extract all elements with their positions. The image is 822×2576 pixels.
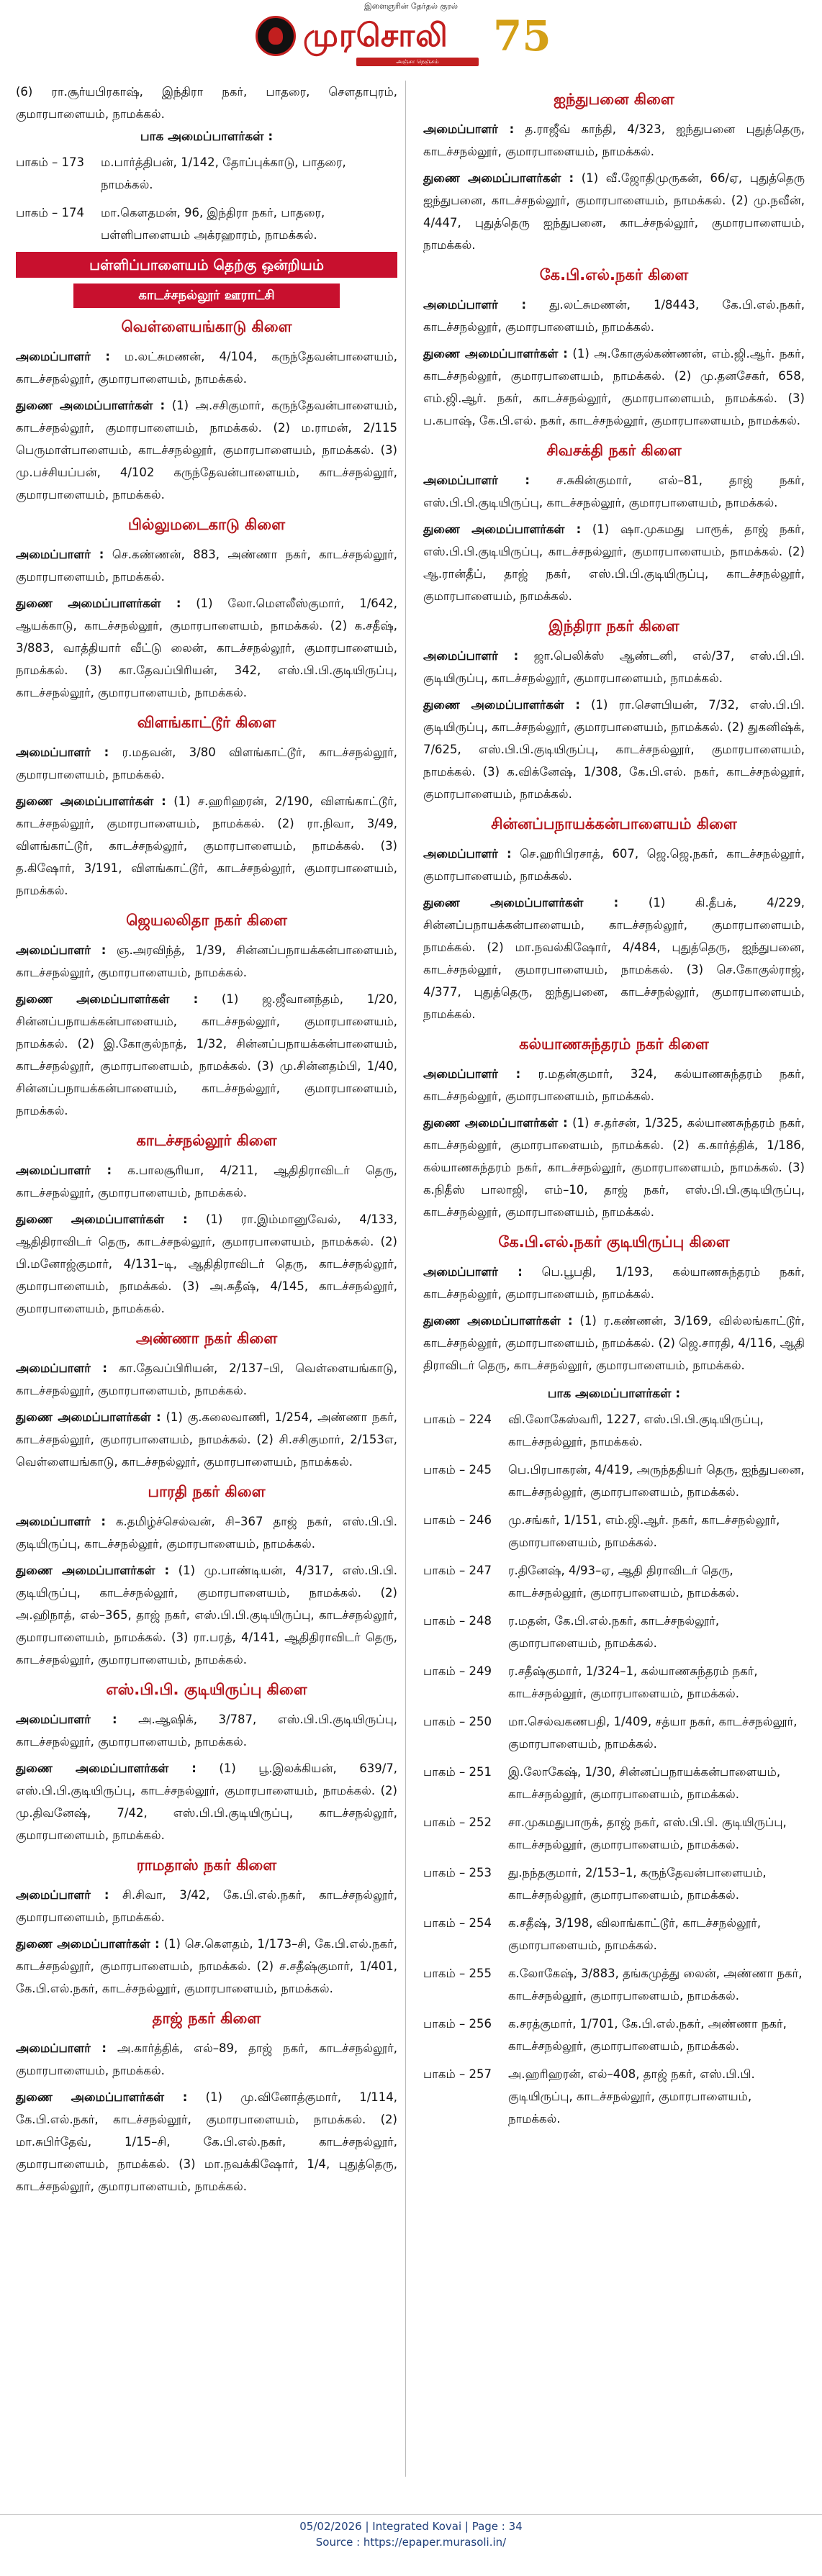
branch-organizer <box>16 1159 397 1204</box>
masthead-tagline: இளைஞரின் தேர்தல் குரல் <box>364 1 458 11</box>
deputies-details: (1) ஷா.முகமது பாரூக், தாஜ் நகர், எஸ்.பி.பி.குடியிருப்பு, காடச்சநல்லூர், குமாரபாளையம், நாமக்கல். (2) ஆ.ரான்தீப், தாஜ் நகர், எஸ்.பி.பி.குடியிருப்பு, காடச்சநல்லூர், குமாரபாளையம், நாமக்கல். <box>423 522 805 603</box>
branch-deputies <box>16 592 397 704</box>
booth-row <box>423 1660 805 1705</box>
party-seal-icon <box>256 16 296 56</box>
booth-number: பாகம் – 252 <box>423 1815 492 1829</box>
page-footer <box>0 2518 822 2550</box>
booth-row <box>423 1509 805 1554</box>
booth-number: பாகம் – 251 <box>423 1765 492 1779</box>
deputies-details: (1) ஜ.ஜீவானந்தம், 1/20, சின்னப்பநாயக்கன்பாளையம், காடச்சநல்லூர், குமாரபாளையம், நாமக்கல். (2) இ.கோகுல்நாத், 1/32, சின்னப்பநாயக்கன்பாளையம், காடச்சநல்லூர், குமாரபாளையம், நாமக்கல். (3) மு.சின்னதம்பி, 1/40, சின்னப்பநாயக்கன்பாளையம், காடச்சநல்லூர், குமாரபாளையம், நாமக்கல். <box>16 992 398 1117</box>
intro-text: (6) ரா.சூர்யபிரகாஷ், இந்திரா நகர், பாதரை, சௌதாபுரம், குமாரபாளையம், நாமக்கல். <box>16 85 397 121</box>
branch-organizer <box>16 543 397 588</box>
branch-list <box>423 88 805 1377</box>
branch-title: கல்யாணசுந்தரம் நகர் கிளை <box>519 1035 709 1053</box>
booth-number: பாகம் – 247 <box>423 1564 492 1577</box>
booth-details: மா.செல்வகணபதி, 1/409, சத்யா நகர், காடச்சநல்லூர், குமாரபாளையம், நாமக்கல். <box>508 1715 798 1751</box>
booth-details: க.சதீஷ், 3/198, விலாங்காட்டூர், காடச்சநல்லூர், குமாரபாளையம், நாமக்கல். <box>508 1916 762 1952</box>
right-column <box>423 81 805 2136</box>
branch-title: வெள்ளையங்காடு கிளை <box>121 318 292 335</box>
booth-list <box>16 151 397 246</box>
deputies-details: (1) ச.தர்சன், 1/325, கல்யாணசுந்தரம் நகர், காடச்சநல்லூர், குமாரபாளையம், நாமக்கல். (2) க.கார்த்திக், 1/186, கல்யாணசுந்தரம் நகர், காடச்சநல்லூர், குமாரபாளையம், நாமக்கல். (3) க.நிதீஸ் பாலாஜி, எம்–10, தாஜ் நகர், எஸ்.பி.பி.குடியிருப்பு, காடச்சநல்லூர், குமாரபாளையம், நாமக்கல். <box>423 1116 805 1219</box>
deputies-details: (1) ரா.இம்மானுவேல், 4/133, ஆதிதிராவிடர் தெரு, காடச்சநல்லூர், குமாரபாளையம், நாமக்கல். (2) பி.மனோஜ்குமார், 4/131–டி, ஆதிதிராவிடர் தெரு, காடச்சநல்லூர், குமாரபாளையம், நாமக்கல். (3) அ.சுதீஷ், 4/145, காடச்சநல்லூர், குமாரபாளையம், நாமக்கல். <box>16 1212 397 1315</box>
branch-title: பில்லுமடைகாடு கிளை <box>127 516 286 533</box>
organizer-details: அ.கார்த்திக், எல்–89, தாஜ் நகர், காடச்சநல்லூர், குமாரபாளையம், நாமக்கல். <box>16 2041 397 2077</box>
branch-deputies <box>423 892 805 1025</box>
branch-deputies <box>423 518 805 607</box>
branch-organizer <box>423 118 805 163</box>
branch-deputies <box>423 694 805 805</box>
column-divider <box>405 81 406 2477</box>
booth-row <box>16 201 397 246</box>
organizer-label: அமைப்பாளர் : <box>423 473 530 487</box>
ooratchi-banner: காடச்சநல்லூர் ஊராட்சி <box>73 284 340 308</box>
branch-organizer <box>423 469 805 514</box>
booth-details: சா.முகமதுபாருக், தாஜ் நகர், எஸ்.பி.பி. குடியிருப்பு, காடச்சநல்லூர், குமாரபாளையம், நாமக்கல். <box>508 1815 787 1851</box>
branch-organizer <box>16 1884 397 1928</box>
organizer-label: அமைப்பாளர் : <box>423 122 515 136</box>
branch-title: காடச்சநல்லூர் கிளை <box>136 1132 277 1149</box>
branch-deputies <box>16 1406 397 1473</box>
deputies-details: (1) அ.சசிகுமார், கருந்தேவன்பாளையம், காடச்சநல்லூர், குமாரபாளையம், நாமக்கல். (2) ம.ராமன், 2/115 பெருமாள்பாளையம், காடச்சநல்லூர், குமாரபாளையம், நாமக்கல். (3) மு.பச்சியப்பன், 4/102 கருந்தேவன்பாளையம், காடச்சநல்லூர், குமாரபாளையம், நாமக்கல். <box>16 399 397 502</box>
branch-deputies <box>423 1112 805 1223</box>
branch-deputies <box>423 167 805 256</box>
branch-organizer <box>423 294 805 338</box>
booth-details: இ.லோகேஷ், 1/30, சின்னப்பநாயக்கன்பாளையம், காடச்சநல்லூர், குமாரபாளையம், நாமக்கல். <box>508 1765 781 1801</box>
deputies-details: (1) ர.கண்ணன், 3/169, வில்லங்காட்டூர், காடச்சநல்லூர், குமாரபாளையம், நாமக்கல். (2) ஜெ.சாரதி, 4/116, ஆதி திராவிடர் தெரு, காடச்சநல்லூர், குமாரபாளையம், நாமக்கல். <box>423 1314 805 1372</box>
deputies-label: துணை அமைப்பாளர்கள் : <box>16 1212 188 1226</box>
deputies-label: துணை அமைப்பாளர்கள் : <box>423 347 568 360</box>
branch-deputies <box>16 790 397 902</box>
deputies-details: (1) பூ.இலக்கியன், 639/7, எஸ்.பி.பி.குடியிருப்பு, காடச்சநல்லூர், குமாரபாளையம், நாமக்கல். (2) மு.திவனேஷ், 7/42, எஸ்.பி.பி.குடியிருப்பு, காடச்சநல்லூர், குமாரபாளையம், நாமக்கல். <box>16 1761 397 1842</box>
booth-row <box>423 1408 805 1453</box>
booth-number: பாகம் – 174 <box>16 206 84 219</box>
logo-text: முரசொலி <box>303 17 448 54</box>
organizer-label: அமைப்பாளர் : <box>16 1713 117 1726</box>
branch-organizer <box>16 345 397 390</box>
booth-row <box>423 1610 805 1654</box>
booth-details: வி.லோகேஸ்வரி, 1227, எஸ்.பி.பி.குடியிருப்பு, காடச்சநல்லூர், நாமக்கல். <box>508 1412 764 1448</box>
branch-title: ஜெயலலிதா நகர் கிளை <box>126 912 287 929</box>
booth-number: பாகம் – 253 <box>423 1866 492 1879</box>
booth-details: து.நந்தகுமார், 2/153–1, கருந்தேவன்பாளையம், காடச்சநல்லூர், குமாரபாளையம், நாமக்கல். <box>508 1866 767 1902</box>
branch-deputies <box>16 2086 397 2198</box>
deputies-label: துணை அமைப்பாளர்கள் : <box>423 522 582 536</box>
deputies-label: துணை அமைப்பாளர்கள் : <box>16 1937 160 1951</box>
branch-organizer <box>423 843 805 887</box>
branch-deputies <box>16 394 397 506</box>
booth-heading: பாக அமைப்பாளர்கள் : <box>547 1387 681 1401</box>
booth-row <box>423 1710 805 1755</box>
branch-deputies <box>423 343 805 432</box>
booth-number: பாகம் – 256 <box>423 2017 492 2031</box>
booth-number: பாகம் – 246 <box>423 1513 492 1527</box>
booth-number: பாகம் – 250 <box>423 1715 492 1728</box>
deputies-details: (1) வீ.ஜோதிமுருகன், 66/ஏ, புதுத்தெரு ஐந்துபனை, காடச்சநல்லூர், குமாரபாளையம், நாமக்கல். (2) மு.நவீன், 4/447, புதுத்தெரு ஐந்துபனை, காடச்சநல்லூர், குமாரபாளையம், நாமக்கல். <box>423 171 805 252</box>
branch-title: கே.பி.எல்.நகர் கிளை <box>539 266 689 284</box>
branch-title: விளங்காட்டூர் கிளை <box>137 714 276 731</box>
booth-details: மு.சங்கர், 1/151, எம்.ஜி.ஆர். நகர், காடச்சநல்லூர், குமாரபாளையம், நாமக்கல். <box>508 1513 780 1549</box>
booth-number: பாகம் – 254 <box>423 1916 492 1930</box>
booth-row <box>423 1459 805 1503</box>
organizer-label: அமைப்பாளர் : <box>16 548 104 561</box>
branch-organizer <box>423 1261 805 1305</box>
branch-deputies <box>16 988 397 1122</box>
deputies-label: துணை அமைப்பாளர்கள் : <box>423 698 580 712</box>
booth-number: பாகம் – 248 <box>423 1614 492 1628</box>
branch-organizer <box>16 741 397 786</box>
logo-subtitle: அஞ்சா நெஞ்சம் <box>356 58 479 66</box>
deputies-label: துணை அமைப்பாளர்கள் : <box>16 1564 170 1577</box>
left-column <box>16 81 397 2202</box>
booth-details: மா.கௌதமன், 96, இந்திரா நகர், பாதரை, பள்ளிபாளையம் அக்ரஹாரம், நாமக்கல். <box>101 206 325 242</box>
deputies-label: துணை அமைப்பாளர்கள் : <box>16 2090 188 2104</box>
anniversary-badge: 75 <box>493 12 551 60</box>
organizer-label: அமைப்பாளர் : <box>16 1164 112 1177</box>
organizer-details: ஞ.அரவிந்த், 1/39, சின்னப்பநாயக்கன்பாளையம், காடச்சநல்லூர், குமாரபாளையம், நாமக்கல். <box>16 943 397 979</box>
organizer-label: அமைப்பாளர் : <box>16 350 110 363</box>
booth-row <box>423 1962 805 2007</box>
branch-title: கே.பி.எல்.நகர் குடியிருப்பு கிளை <box>498 1233 730 1251</box>
organizer-details: அ.ஆஷிக், 3/787, எஸ்.பி.பி.குடியிருப்பு, காடச்சநல்லூர், குமாரபாளையம், நாமக்கல். <box>16 1713 397 1749</box>
booth-row <box>423 1559 805 1604</box>
organizer-label: அமைப்பாளர் : <box>16 943 107 957</box>
organizer-label: அமைப்பாளர் : <box>16 1515 106 1528</box>
booth-row <box>423 2013 805 2057</box>
booth-details: ர.சதீஷ்குமார், 1/324–1, கல்யாணசுந்தரம் நகர், காடச்சநல்லூர், குமாரபாளையம், நாமக்கல். <box>508 1664 758 1700</box>
booth-row <box>423 2063 805 2130</box>
booth-number: பாகம் – 257 <box>423 2067 492 2081</box>
deputies-label: துணை அமைப்பாளர்கள் : <box>16 794 166 808</box>
organizer-details: ம.லட்சுமணன், 4/104, கருந்தேவன்பாளையம், காடச்சநல்லூர், குமாரபாளையம், நாமக்கல். <box>16 350 397 386</box>
deputies-label: துணை அமைப்பாளர்கள் : <box>423 171 574 185</box>
deputies-label: துணை அமைப்பாளர்கள் : <box>16 597 181 610</box>
organizer-details: செ.கண்ணன், 883, அண்ணா நகர், காடச்சநல்லூர், குமாரபாளையம், நாமக்கல். <box>16 548 398 584</box>
booth-details: க.லோகேஷ், 3/883, தங்கமுத்து லைன், அண்ணா நகர், காடச்சநல்லூர், குமாரபாளையம், நாமக்கல். <box>508 1967 803 2003</box>
deputies-details: (1) கு.கலைவாணி, 1/254, அண்ணா நகர், காடச்சநல்லூர், குமாரபாளையம், நாமக்கல். (2) சி.சசிகுமார், 2/153எ, வெள்ளையங்காடு, காடச்சநல்லூர், குமாரபாளையம், நாமக்கல். <box>16 1410 397 1469</box>
deputies-details: (1) ச.ஹரிஹரன், 2/190, விளங்காட்டூர், காடச்சநல்லூர், குமாரபாளையம், நாமக்கல். (2) ரா.நிவா, 3/49, விளங்காட்டூர், காடச்சநல்லூர், குமாரபாளையம், நாமக்கல். (3) த.கிஷோர், 3/191, விளங்காட்டூர், காடச்சநல்லூர், குமாரபாளையம், நாமக்கல். <box>16 794 397 897</box>
deputies-label: துணை அமைப்பாளர்கள் : <box>16 992 199 1006</box>
booth-details: அ.ஹரிஹரன், எல்–408, தாஜ் நகர், எஸ்.பி.பி. குடியிருப்பு, காடச்சநல்லூர், குமாரபாளையம், நாமக்கல். <box>508 2067 755 2126</box>
organizer-label: அமைப்பாளர் : <box>16 745 109 759</box>
organizer-label: அமைப்பாளர் : <box>423 649 519 663</box>
booth-details: க.சரத்குமார், 1/701, கே.பி.எல்.நகர், அண்ணா நகர், காடச்சநல்லூர், குமாரபாளையம், நாமக்கல். <box>508 2017 787 2053</box>
deputies-label: துணை அமைப்பாளர்கள் : <box>16 1410 161 1424</box>
deputies-label: துணை அமைப்பாளர்கள் : <box>423 1314 573 1328</box>
footer-source-link[interactable]: Source : https://epaper.murasoli.in/ <box>315 2536 507 2549</box>
organizer-details: க.பாலசூரியா, 4/211, ஆதிதிராவிடர் தெரு, காடச்சநல்லூர், குமாரபாளையம், நாமக்கல். <box>16 1164 397 1199</box>
branch-organizer <box>16 2037 397 2082</box>
booth-row <box>423 1861 805 1906</box>
deputies-label: துணை அமைப்பாளர்கள் : <box>423 1116 568 1130</box>
organizer-details: ச.சுகின்குமார், எல்–81, தாஜ் நகர், எஸ்.பி.பி.குடியிருப்பு, காடச்சநல்லூர், குமாரபாளையம், நாமக்கல். <box>423 473 805 509</box>
booth-number: பாகம் – 224 <box>423 1412 492 1426</box>
booth-details: ர.தினேஷ், 4/93–ஏ, ஆதி திராவிடர் தெரு, காடச்சநல்லூர், குமாரபாளையம், நாமக்கல். <box>508 1564 740 1600</box>
deputies-details: (1) லோ.மெளலீஸ்குமார், 1/642, ஆயக்காடு, காடச்சநல்லூர், குமாரபாளையம், நாமக்கல். (2) க.சதீஷ், 3/883, வாத்தியார் வீட்டு லைன், காடச்சநல்லூர், குமாரபாளையம், நாமக்கல். (3) கா.தேவப்பிரியன், 342, எஸ்.பி.பி.குடியிருப்பு, காடச்சநல்லூர், குமாரபாளையம், நாமக்கல். <box>16 597 397 699</box>
branch-deputies <box>16 1757 397 1846</box>
branch-organizer <box>16 1357 397 1402</box>
organizer-details: சி.சிவா, 3/42, கே.பி.எல்.நகர், காடச்சநல்லூர், குமாரபாளையம், நாமக்கல். <box>16 1888 398 1924</box>
masthead <box>0 0 822 72</box>
footer-rule <box>0 2514 822 2515</box>
booth-list <box>423 1408 805 2130</box>
branch-title: ராமதாஸ் நகர் கிளை <box>136 1856 277 1874</box>
deputies-details: (1) மு.பாண்டியன், 4/317, எஸ்.பி.பி. குடியிருப்பு, காடச்சநல்லூர், குமாரபாளையம், நாமக்கல். (2) அ.ஹிநாத், எல்–365, தாஜ் நகர், எஸ்.பி.பி.குடியிருப்பு, காடச்சநல்லூர், குமாரபாளையம், நாமக்கல். (3) ரா.பரத், 4/141, ஆதிதிராவிடர் தெரு, காடச்சநல்லூர், குமாரபாளையம், நாமக்கல். <box>16 1564 397 1666</box>
branch-organizer <box>16 939 397 984</box>
organizer-details: து.லட்சுமணன், 1/8443, கே.பி.எல்.நகர், காடச்சநல்லூர், குமாரபாளையம், நாமக்கல். <box>423 298 805 334</box>
organizer-details: செ.ஹரிபிரசாத், 607, ஜெ.ஜெ.நகர், காடச்சநல்லூர், குமாரபாளையம், நாமக்கல். <box>423 847 805 883</box>
deputies-label: துணை அமைப்பாளர்கள் : <box>423 896 619 910</box>
branch-organizer <box>423 1063 805 1107</box>
branch-list <box>16 315 397 2198</box>
deputies-details: (1) மு.வினோத்குமார், 1/114, கே.பி.எல்.நகர், காடச்சநல்லூர், குமாரபாளையம், நாமக்கல். (2) மா.சுபிர்தேவ், 1/15–சி, கே.பி.எல்.நகர், காடச்சநல்லூர், குமாரபாளையம், நாமக்கல். (3) மா.நவக்கிஷோர், 1/4, புதுத்தெரு, காடச்சநல்லூர், குமாரபாளையம், நாமக்கல். <box>16 2090 397 2193</box>
union-banner: பள்ளிப்பாளையம் தெற்கு ஒன்றியம் <box>16 252 397 278</box>
booth-number: பாகம் – 249 <box>423 1664 492 1678</box>
deputies-details: (1) ரா.செளபியன், 7/32, எஸ்.பி.பி. குடியிருப்பு, காடச்சநல்லூர், குமாரபாளையம், நாமக்கல். (2) துகனிஷ்க், 7/625, எஸ்.பி.பி.குடியிருப்பு, காடச்சநல்லூர், குமாரபாளையம், நாமக்கல். (3) க.விக்னேஷ், 1/308, கே.பி.எல். நகர், காடச்சநல்லூர், குமாரபாளையம், நாமக்கல். <box>423 698 805 801</box>
booth-number: பாகம் – 173 <box>16 155 84 169</box>
organizer-label: அமைப்பாளர் : <box>423 847 512 861</box>
organizer-label: அமைப்பாளர் : <box>16 1888 109 1902</box>
deputies-details: (1) அ.கோகுல்கண்ணன், எம்.ஜி.ஆர். நகர், காடச்சநல்லூர், குமாரபாளையம், நாமக்கல். (2) மு.தனசேகர், 658, எம்.ஜி.ஆர். நகர், காடச்சநல்லூர், குமாரபாளையம், நாமக்கல். (3) ப.கபாஷ், கே.பி.எல். நகர், காடச்சநல்லூர், குமாரபாளையம், நாமக்கல். <box>423 347 805 427</box>
branch-title: அண்ணா நகர் கிளை <box>135 1330 278 1347</box>
booth-number: பாகம் – 245 <box>423 1463 492 1477</box>
booth-row <box>16 151 397 196</box>
deputies-details: (1) செ.கௌதம், 1/173–சி, கே.பி.எல்.நகர், காடச்சநல்லூர், குமாரபாளையம், நாமக்கல். (2) ச.சதீஷ்குமார், 1/401, கே.பி.எல்.நகர், காடச்சநல்லூர், குமாரபாளையம், நாமக்கல். <box>16 1937 398 1995</box>
booth-details: பெ.பிரபாகரன், 4/419, அருந்ததியர் தெரு, ஐந்துபனை, காடச்சநல்லூர், குமாரபாளையம், நாமக்கல். <box>508 1463 805 1499</box>
branch-deputies <box>16 1933 397 2000</box>
booth-row <box>423 1912 805 1956</box>
deputies-label: துணை அமைப்பாளர்கள் : <box>16 1761 197 1775</box>
deputies-details: (1) கி.தீபக், 4/229, சின்னப்பநாயக்கன்பாளையம், காடச்சநல்லூர், குமாரபாளையம், நாமக்கல். (2) மா.நவல்கிஷோர், 4/484, புதுத்தெரு, ஐந்துபனை, காடச்சநல்லூர், குமாரபாளையம், நாமக்கல். (3) செ.கோகுல்ராஜ், 4/377, புதுத்தெரு, ஐந்துபனை, காடச்சநல்லூர், குமாரபாளையம், நாமக்கல். <box>423 896 805 1021</box>
organizer-label: அமைப்பாளர் : <box>423 298 527 312</box>
newspaper-logo <box>256 13 565 68</box>
organizer-details: ர.மதவன், 3/80 விளங்காட்டூர், காடச்சநல்லூர், குமாரபாளையம், நாமக்கல். <box>16 745 398 781</box>
organizer-details: கா.தேவப்பிரியன், 2/137–பி, வெள்ளையங்காடு, காடச்சநல்லூர், குமாரபாளையம், நாமக்கல். <box>16 1361 397 1397</box>
branch-title: எஸ்.பி.பி. குடியிருப்பு கிளை <box>106 1681 307 1698</box>
branch-deputies <box>16 1559 397 1671</box>
organizer-details: பெ.பூபதி, 1/193, கல்யாணசுந்தரம் நகர், காடச்சநல்லூர், குமாரபாளையம், நாமக்கல். <box>423 1265 805 1301</box>
organizer-details: த.ராஜீவ் காந்தி, 4/323, ஐந்துபனை புதுத்தெரு, காடச்சநல்லூர், குமாரபாளையம், நாமக்கல். <box>423 122 805 158</box>
branch-organizer <box>16 1708 397 1753</box>
booth-details: ம.பார்த்திபன், 1/142, தோப்புக்காடு, பாதரை, நாமக்கல். <box>101 155 346 191</box>
branch-title: பாரதி நகர் கிளை <box>148 1483 266 1500</box>
booth-heading: பாக அமைப்பாளர்கள் : <box>140 130 274 144</box>
deputies-label: துணை அமைப்பாளர்கள் : <box>16 399 166 412</box>
branch-deputies <box>16 1208 397 1320</box>
branch-title: ஐந்துபனை கிளை <box>554 91 674 108</box>
organizer-details: க.தமிழ்ச்செல்வன், சி–367 தாஜ் நகர், எஸ்.பி.பி. குடியிருப்பு, காடச்சநல்லூர், குமாரபாளையம், நாமக்கல். <box>16 1515 397 1551</box>
branch-title: தாஜ் நகர் கிளை <box>152 2010 261 2027</box>
booth-details: ர.மதன், கே.பி.எல்.நகர், காடச்சநல்லூர், குமாரபாளையம், நாமக்கல். <box>508 1614 720 1650</box>
branch-organizer <box>423 645 805 689</box>
organizer-details: ஜா.பெலிக்ஸ் ஆண்டனி, எல்/37, எஸ்.பி.பி. குடியிருப்பு, காடச்சநல்லூர், குமாரபாளையம், நாமக்கல். <box>423 649 805 685</box>
booth-row <box>423 1761 805 1805</box>
booth-row <box>423 1811 805 1856</box>
organizer-label: அமைப்பாளர் : <box>16 2041 107 2055</box>
branch-organizer <box>16 1510 397 1555</box>
branch-deputies <box>423 1310 805 1377</box>
organizer-label: அமைப்பாளர் : <box>423 1265 523 1279</box>
branch-title: இந்திரா நகர் கிளை <box>548 617 679 635</box>
footer-page-info: 05/02/2026 | Integrated Kovai | Page : 34 <box>299 2520 523 2533</box>
branch-title: சின்னப்பநாயக்கன்பாளையம் கிளை <box>491 815 737 833</box>
organizer-label: அமைப்பாளர் : <box>423 1067 521 1081</box>
organizer-details: ர.மதன்குமார், 324, கல்யாணசுந்தரம் நகர், காடச்சநல்லூர், குமாரபாளையம், நாமக்கல். <box>423 1067 805 1103</box>
booth-number: பாகம் – 255 <box>423 1967 492 1980</box>
organizer-label: அமைப்பாளர் : <box>16 1361 107 1375</box>
branch-title: சிவசக்தி நகர் கிளை <box>546 442 682 459</box>
